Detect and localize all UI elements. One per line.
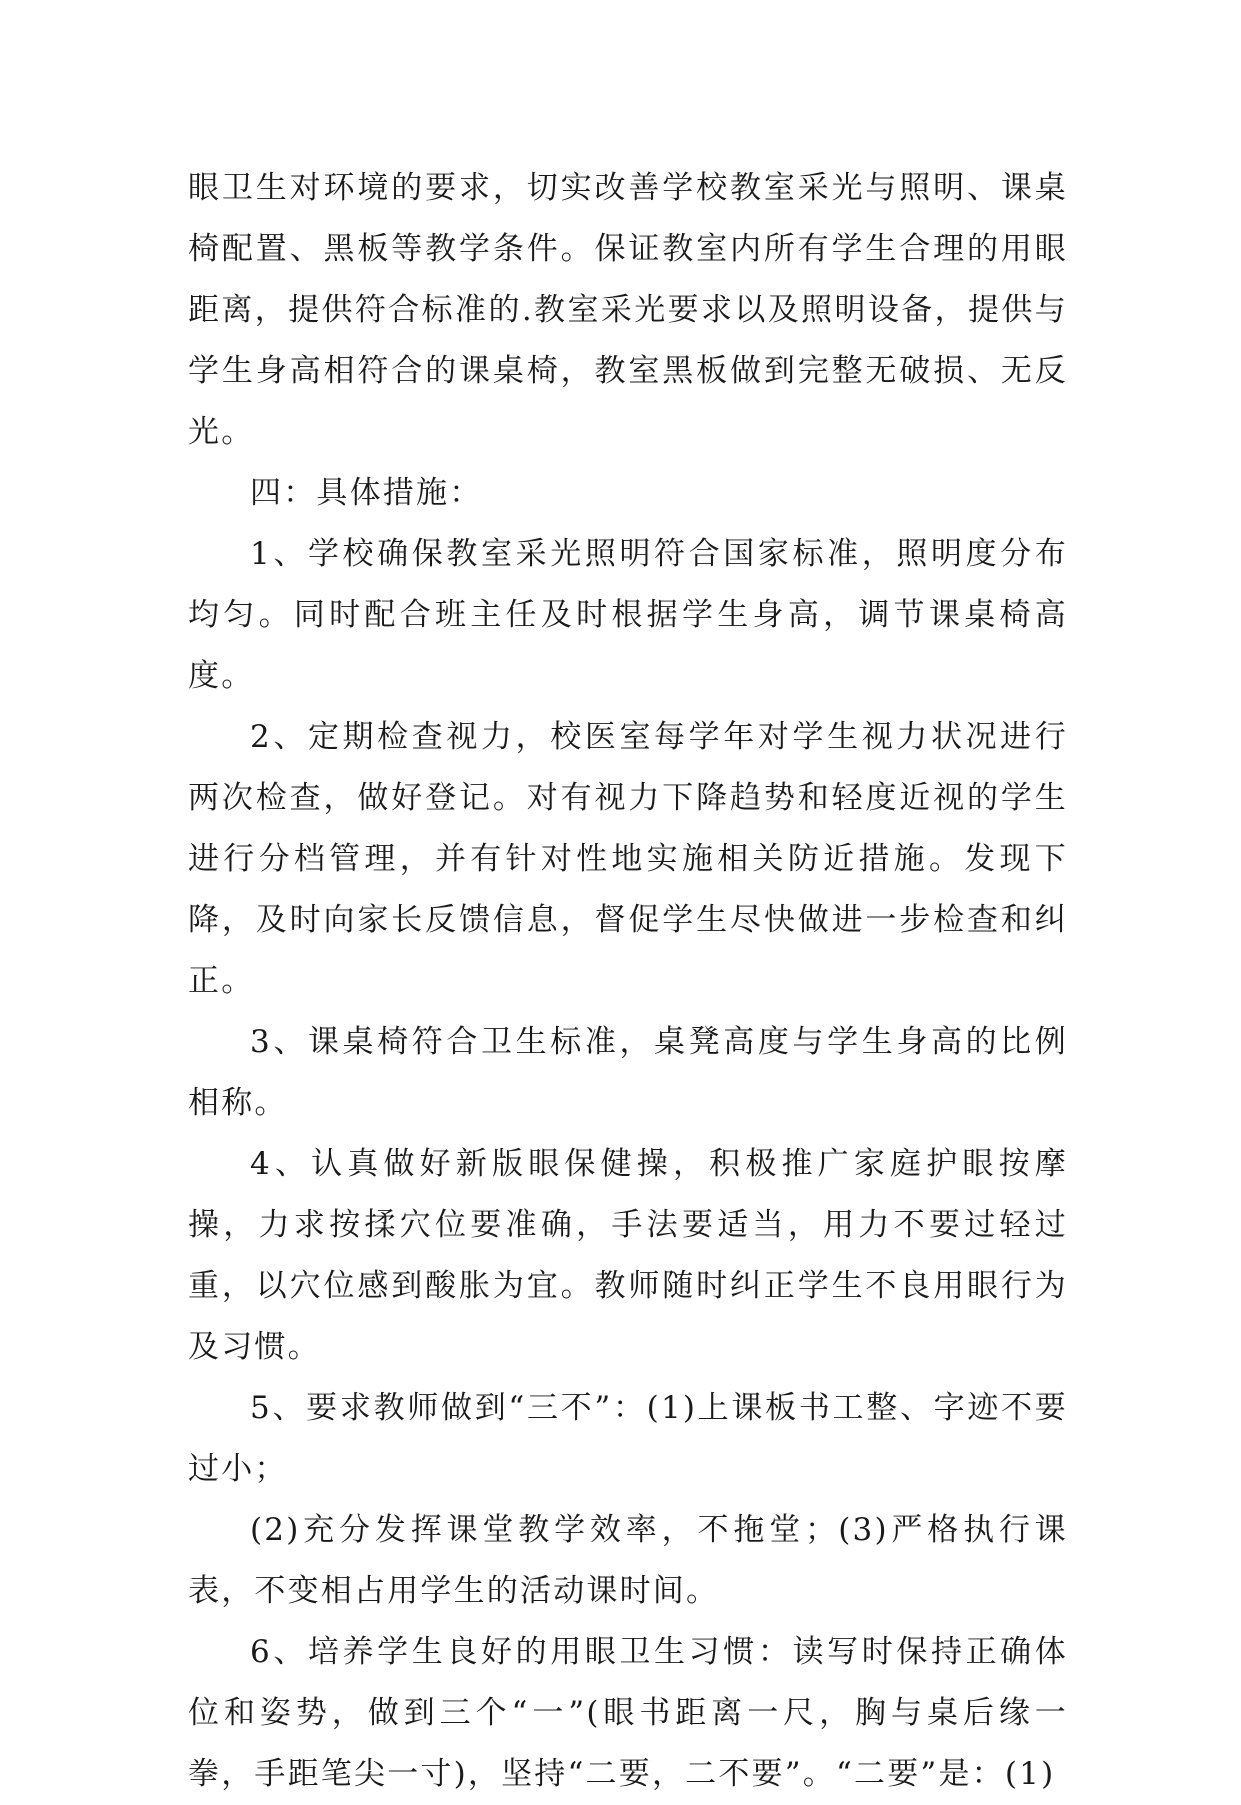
paragraph-measure-5-continued: (2)充分发挥课堂教学效率，不拖堂；(3)严格执行课表，不变相占用学生的活动课时间。 — [188, 1512, 1068, 1609]
paragraph-measure-2: 2、定期检查视力，校医室每学年对学生视力状况进行两次检查，做好登记。对有视力下降趋势和轻度近视的学生进行分档管理，并有针对性地实施相关防近措施。发现下降，及时向家长反馈信息，督促学生尽快做进一步检查和纠正。 — [188, 719, 1068, 999]
paragraph-measure-4: 4、认真做好新版眼保健操，积极推广家庭护眼按摩操，力求按揉穴位要准确，手法要适当，用力不要过轻过重，以穴位感到酸胀为宜。教师随时纠正学生不良用眼行为及习惯。 — [188, 1146, 1068, 1365]
paragraph-measure-6: 6、培养学生良好的用眼卫生习惯：读写时保持正确体位和姿势，做到三个“一”(眼书距离一尺，胸与桌后缘一拳，手距笔尖一寸)，坚持“二要，二不要”。“二要”是：(1) — [188, 1634, 1068, 1792]
section-heading-specific-measures: 四：具体措施： — [250, 475, 483, 511]
paragraph-measure-5: 5、要求教师做到“三不”：(1)上课板书工整、字迹不要过小； — [188, 1390, 1068, 1487]
paragraph-environment-requirements: 眼卫生对环境的要求，切实改善学校教室采光与照明、课桌椅配置、黑板等教学条件。保证教室内所有学生合理的用眼距离，提供符合标准的.教室采光要求以及照明设备，提供与学生身高相符合的课桌椅，教室黑板做到完整无破损、无反光。 — [188, 170, 1068, 450]
paragraph-measure-1: 1、学校确保教室采光照明符合国家标准，照明度分布均匀。同时配合班主任及时根据学生身高，调节课桌椅高度。 — [188, 536, 1068, 694]
document-body — [188, 158, 1068, 1805]
paragraph-measure-3: 3、课桌椅符合卫生标准，桌凳高度与学生身高的比例相称。 — [188, 1024, 1068, 1121]
